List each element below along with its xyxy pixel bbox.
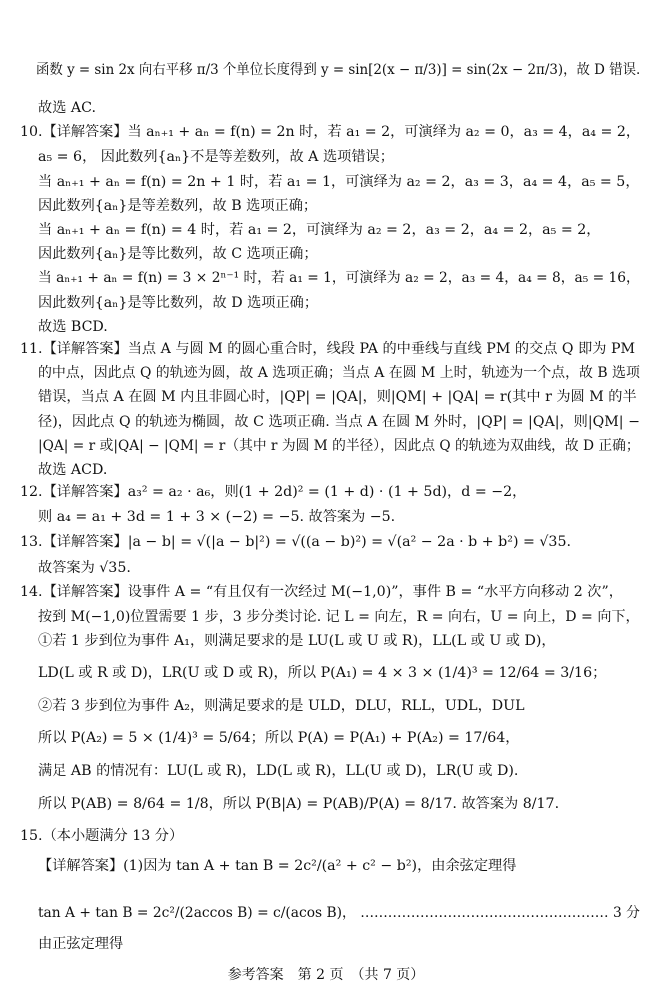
text-line: 14.【详解答案】设事件 A = “有且仅有一次经过 M(−1,0)”，事件 B = “水平方向移动 2 次”， [20,584,623,600]
text-line: 则 a₄ = a₁ + 3d = 1 + 3 × (−2) = −5. 故答案为 −5. [38,509,396,525]
text-line: 由正弦定理得 [38,936,124,952]
text-line: 所以 P(AB) = 8/64 = 1/8，所以 P(B|A) = P(AB)/P(A) = 8/17. 故答案为 8/17. [38,796,560,812]
text-line: 【详解答案】(1)因为 tan A + tan B = 2c²/(a² + c² − b²)，由余弦定理得 [38,858,517,874]
text-line: 11.【详解答案】当点 A 与圆 M 的圆心重合时，线段 PA 的中垂线与直线 PM 的交点 Q 即为 PM [20,341,636,357]
text-line: 当 aₙ₊₁ + aₙ = f(n) = 4 时，若 a₁ = 2，可演绎为 a₂ = 2，a₃ = 2，a₄ = 2，a₅ = 2， [38,222,601,238]
text-line: 10.【详解答案】当 aₙ₊₁ + aₙ = f(n) = 2n 时，若 a₁ = 2，可演绎为 a₂ = 0，a₃ = 4，a₄ = 2， [20,124,641,140]
text-line: 故选 AC. [38,100,96,116]
text-line: ①若 1 步到位为事件 A₁，则满足要求的是 LU(L 或 U 或 R)，LL(L 或 U 或 D)， [38,633,556,649]
text-line: 因此数列{aₙ}是等差数列，故 B 选项正确； [38,198,318,214]
text-line: 故选 ACD. [38,462,108,478]
text-line: ②若 3 步到位为事件 A₂，则满足要求的是 ULD，DLU，RLL，UDL，DUL [38,698,525,714]
text-line: 错误，当点 A 在圆 M 内且非圆心时，|QP| = |QA|，则|QM| + |QA| = r(其中 r 为圆 M 的半 [38,389,637,405]
text-line: 故答案为 √35. [38,560,131,576]
text-line: a₅ = 6， 因此数列{aₙ}不是等差数列，故 A 选项错误； [38,149,394,165]
text-line: 故选 BCD. [38,319,108,335]
text-line: 按到 M(−1,0)位置需要 1 步，3 步分类讨论. 记 L = 向左，R = 向右，U = 向上，D = 向下， [38,609,640,625]
text-line: 的中点，因此点 Q 的轨迹为圆，故 A 选项正确；当点 A 在圆 M 上时，轨迹为一个点，故 B 选项 [38,365,640,381]
text-line: 因此数列{aₙ}是等比数列，故 C 选项正确； [38,246,318,262]
page-footer: 参考答案 第 2 页 （共 7 页） [227,967,425,983]
text-line: 当 aₙ₊₁ + aₙ = f(n) = 3 × 2ⁿ⁻¹ 时，若 a₁ = 1，可演绎为 a₂ = 2，a₃ = 4，a₄ = 8，a₅ = 16， [38,270,640,286]
text-line: 当 aₙ₊₁ + aₙ = f(n) = 2n + 1 时，若 a₁ = 1，可演绎为 a₂ = 2，a₃ = 3，a₄ = 4，a₅ = 5， [38,174,640,190]
text-line: 13.【详解答案】|a − b| = √(|a − b|²) = √((a − b)²) = √(a² − 2a · b + b²) = √35. [20,534,571,550]
text-line: 满足 AB 的情况有：LU(L 或 R)，LD(L 或 R)，LL(U 或 D)，LR(U 或 D). [38,763,519,779]
text-line: 函数 y = sin 2x 向右平移 π/3 个单位长度得到 y = sin[2(x − π/3)] = sin(2x − 2π/3)，故 D 错误. [36,62,641,78]
text-line: LD(L 或 R 或 D)，LR(U 或 D 或 R)，所以 P(A₁) = 4 × 3 × (1/4)³ = 12/64 = 3/16； [38,665,607,681]
text-line: 12.【详解答案】a₃² = a₂ · a₆，则(1 + 2d)² = (1 + d) · (1 + 5d)，d = −2， [20,484,527,500]
text-line: 15.（本小题满分 13 分） [20,828,184,844]
text-line: 因此数列{aₙ}是等比数列，故 D 选项正确； [38,295,319,311]
text-line: |QA| = r 或|QA| − |QM| = r（其中 r 为圆 M 的半径），因此点 Q 的轨迹为双曲线，故 D 正确； [38,438,640,454]
text-line: 径)，因此点 Q 的轨迹为椭圆，故 C 选项正确. 当点 A 在圆 M 外时，|QP| = |QA|，则|QM| − [38,414,640,430]
text-line: tan A + tan B = 2c²/(2accos B) = c/(acos B)， ……………………………………………… 3 分 [38,905,640,921]
text-line: 所以 P(A₂) = 5 × (1/4)³ = 5/64；所以 P(A) = P(A₁) + P(A₂) = 17/64， [38,730,520,746]
